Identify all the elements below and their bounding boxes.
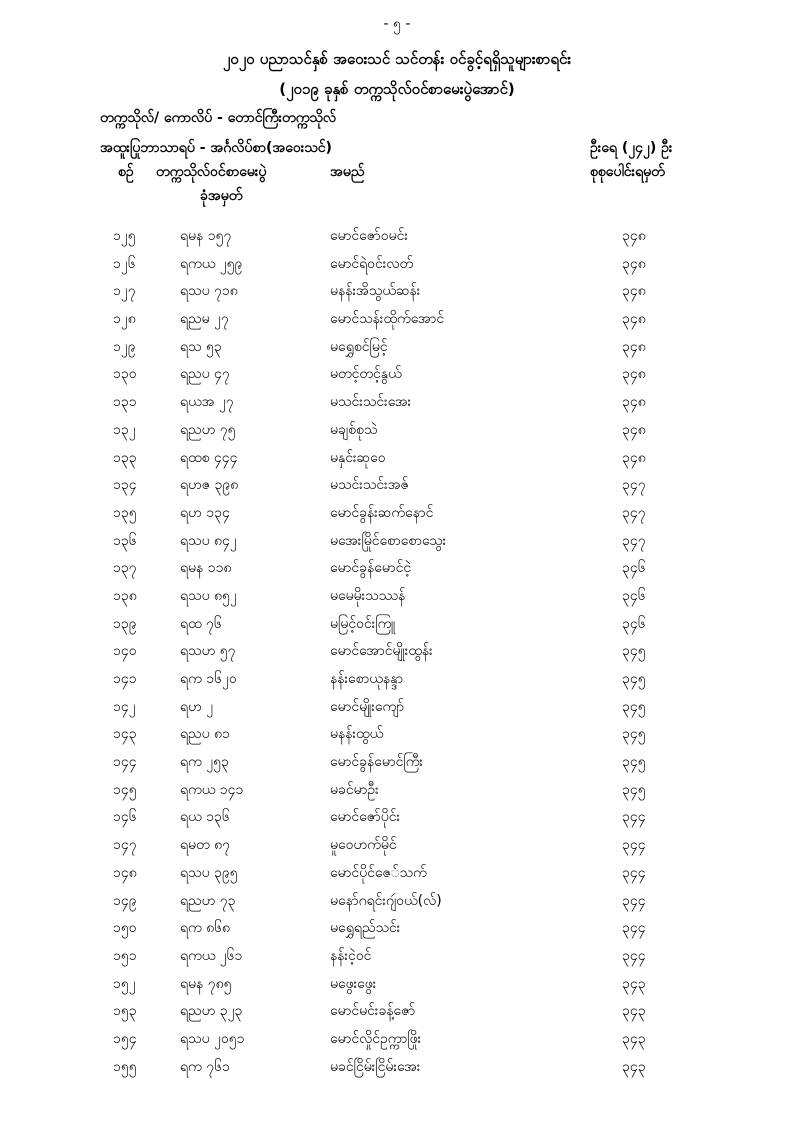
total-mark: ၃၄၃ [622, 1058, 646, 1075]
header-roll-line2: ခုံအမှတ် [200, 188, 243, 204]
row-number: ၁၂၅ [113, 228, 136, 244]
roll-number: ရက ၈၆၈ [180, 920, 231, 937]
row-number: ၁၄၃ [113, 726, 137, 743]
student-name: မောင်မျိုးကျော် [330, 698, 405, 715]
total-mark: ၃၄၃ [622, 1030, 646, 1047]
results-table [0, 222, 794, 1080]
table-row [0, 582, 794, 610]
roll-number: ရကယ ၁၄၁ [180, 781, 244, 798]
header-roll: တက္ကသိုလ်ဝင်စာမေးပွဲ [156, 164, 267, 180]
total-mark: ၃၄၄ [622, 837, 646, 854]
student-name: မရွှေစင်မြင့် [330, 338, 388, 355]
total-mark: ၃၄၈ [622, 449, 646, 466]
row-number: ၁၃၉ [113, 615, 137, 632]
table-row [0, 499, 794, 527]
table-row [0, 887, 794, 915]
row-number: ၁၃၄ [113, 477, 137, 494]
student-name: မနော်ဂရင်းဂျဴဝယ်(လ်) [330, 892, 442, 909]
table-row [0, 527, 794, 555]
student-name: မောင်ခွန်မောင်ငဲ့ [330, 560, 412, 577]
table-row [0, 859, 794, 887]
roll-number: ရသပ ၇၁၈ [180, 283, 238, 300]
row-number: ၁၂၉ [113, 338, 136, 355]
university-line: တက္ကသိုလ်/ ကောလိပ် - တောင်ကြီးတက္ကသိုလ် [100, 110, 337, 126]
total-mark: ၃၄၈ [622, 283, 646, 300]
row-number: ၁၂၇ [113, 283, 136, 300]
total-mark: ၃၄၆ [622, 587, 646, 604]
student-name: မောင်ဇော်ပိုင်း [330, 809, 401, 826]
document-subtitle: (၂၀၁၉ ခုနှစ် တက္ကသိုလ်ဝင်စာမေးပွဲအောင်) [279, 80, 515, 98]
student-name: မောင်အောင်မျိုးထွန်း [330, 643, 433, 660]
total-mark: ၃၄၅ [622, 643, 646, 660]
total-mark: ၃၄၈ [622, 228, 646, 244]
total-mark: ၃၄၄ [622, 947, 646, 964]
student-name: နန်းစောယုနန္ဒာ [330, 671, 404, 687]
row-number: ၁၅၃ [113, 1003, 137, 1020]
total-mark: ၃၄၈ [622, 394, 646, 411]
row-number: ၁၂၈ [113, 311, 136, 328]
student-name: မတင့်တင့်နွယ် [330, 366, 402, 383]
table-row [0, 416, 794, 444]
row-number: ၁၅၂ [113, 975, 136, 992]
student-name: မနန်းအိသွယ်ဆန်း [330, 283, 421, 300]
row-number: ၁၃၀ [113, 366, 137, 383]
student-name: မူဝေဟက်မိုင် [330, 837, 397, 854]
row-number: ၁၄၅ [113, 781, 137, 798]
row-number: ၁၄၀ [113, 643, 137, 660]
table-row [0, 250, 794, 278]
roll-number: ရဟ ၂ [180, 698, 214, 715]
row-number: ၁၂၆ [113, 255, 136, 272]
total-mark: ၃၄၈ [622, 255, 646, 272]
row-number: ၁၄၁ [113, 671, 137, 687]
total-mark: ၃၄၆ [622, 560, 646, 577]
student-name: နန်းငဲ့ဝင် [330, 947, 372, 964]
student-name: မခင်မာဦး [330, 781, 379, 798]
total-mark: ၃၄၅ [622, 726, 646, 743]
student-name: မအေးမြိုင်စောစောသွေး [330, 532, 447, 549]
table-row [0, 665, 794, 693]
roll-number: ရထ ၇၆ [180, 615, 222, 632]
row-number: ၁၃၇ [113, 560, 137, 577]
total-mark: ၃၄၄ [622, 809, 646, 826]
row-number: ၁၄၄ [113, 754, 137, 771]
roll-number: ရသပ ၈၅၂ [180, 587, 237, 604]
roll-number: ရညဟ ၇၃ [180, 892, 236, 909]
roll-number: ရမန ၁၅၇ [180, 228, 232, 244]
total-mark: ၃၄၅ [622, 698, 646, 715]
total-mark: ၃၄၆ [622, 615, 646, 632]
total-mark: ၃၄၅ [622, 781, 646, 798]
row-number: ၁၄၉ [113, 892, 137, 909]
roll-number: ရက ၁၆၂၀ [180, 671, 237, 687]
roll-number: ရညဟ ၃၂၃ [180, 1003, 243, 1020]
table-row [0, 610, 794, 638]
table-row [0, 831, 794, 859]
row-number: ၁၅၅ [113, 1058, 137, 1075]
table-row [0, 776, 794, 804]
roll-number: ရမန ၇၈၅ [180, 975, 232, 992]
roll-number: ရသ ၅၃ [180, 338, 222, 355]
table-row [0, 554, 794, 582]
student-name: မမြင့်ဝင်းကြူ [330, 615, 396, 632]
quota-label: ဦးရေ (၂၄၂) ဦး [590, 140, 673, 156]
student-name: မောင်ရဲဝင်းလတ် [330, 255, 414, 272]
row-number: ၁၃၆ [113, 532, 137, 549]
document-title: ၂၀၂၀ ပညာသင်နှစ် အဝေးသင် သင်တန်း ဝင်ခွင့်ရရှိသူများစာရင်း [222, 50, 572, 68]
roll-number: ရယ ၁၃၆ [180, 809, 230, 826]
table-row [0, 360, 794, 388]
table-row [0, 277, 794, 305]
table-row [0, 305, 794, 333]
table-row [0, 720, 794, 748]
row-number: ၁၄၂ [113, 698, 136, 715]
roll-number: ရဟ ၁၃၄ [180, 504, 230, 521]
student-name: မောင်ဇော်ဝမင်း [330, 228, 408, 244]
roll-number: ရညပ ၈၁ [180, 726, 230, 743]
roll-number: ရကယ ၂၅၉ [180, 255, 243, 272]
table-row [0, 1025, 794, 1053]
row-number: ၁၃၅ [113, 504, 137, 521]
row-number: ၁၅၄ [113, 1030, 137, 1047]
specialization-line: အထူးပြုဘာသာရပ် - အင်္ဂလိပ်စာ(အဝေးသင်) [100, 140, 332, 156]
roll-number: ရသပ ၃၉၅ [180, 864, 238, 881]
page-number: - ၅ - [383, 16, 411, 32]
total-mark: ၃၄၄ [622, 920, 646, 937]
row-number: ၁၄၆ [113, 809, 137, 826]
student-name: မဖွေးဖွေး [330, 975, 377, 992]
roll-number: ရညဟ ၇၅ [180, 421, 236, 438]
table-row [0, 388, 794, 416]
header-name: အမည် [330, 164, 365, 180]
total-mark: ၃၄၃ [622, 1003, 646, 1020]
table-row [0, 693, 794, 721]
total-mark: ၃၄၈ [622, 338, 646, 355]
roll-number: ရသပ ၈၄၂ [180, 532, 237, 549]
student-name: မောင်ခွန်းဆက်နောင် [330, 504, 434, 521]
total-mark: ၃၄၃ [622, 975, 646, 992]
student-name: မောင်လှိုင်ဥက္ကာဖြိုး [330, 1030, 422, 1047]
roll-number: ရက ၇၆၁ [180, 1058, 230, 1075]
roll-number: ရကယ ၂၆၁ [180, 947, 243, 964]
row-number: ၁၃၃ [113, 449, 137, 466]
student-name: မောင်ပိုင်ဇေ်သက် [330, 864, 427, 881]
student-name: မနှင်းဆုဝေ [330, 449, 386, 466]
roll-number: ရသဟ ၅၇ [180, 643, 236, 660]
total-mark: ၃၄၇ [622, 477, 646, 494]
row-number: ၁၄၈ [113, 864, 137, 881]
row-number: ၁၅၀ [113, 920, 137, 937]
roll-number: ရထစ ၄၄၄ [180, 449, 238, 466]
student-name: မနန်းထွယ် [330, 726, 384, 743]
total-mark: ၃၄၄ [622, 892, 646, 909]
row-number: ၁၅၁ [113, 947, 137, 964]
total-mark: ၃၄၇ [622, 532, 646, 549]
table-row [0, 914, 794, 942]
student-name: မမေမိုးသဿန် [330, 587, 406, 604]
roll-number: ရဟဇ ၃၉၈ [180, 477, 239, 494]
header-mark: စုစုပေါင်းရမှတ် [590, 164, 665, 180]
student-name: မောင်ခွန်မောင်ကြီး [330, 754, 423, 771]
student-name: မခင်ငြိမ်းငြိမ်းအေး [330, 1058, 421, 1075]
student-name: မရွှေရည်သင်း [330, 920, 401, 937]
header-no: စဉ် [118, 164, 134, 180]
student-name: မသင်းသင်းအေး [330, 394, 412, 411]
table-row [0, 942, 794, 970]
total-mark: ၃၄၅ [622, 671, 646, 687]
table-row [0, 637, 794, 665]
roll-number: ရမတ ၈၇ [180, 837, 230, 854]
student-name: မသင်းသင်းအဇ် [330, 477, 409, 494]
table-row [0, 471, 794, 499]
total-mark: ၃၄၇ [622, 504, 646, 521]
roll-number: ရသပ ၂၀၅၁ [180, 1030, 245, 1047]
total-mark: ၃၄၈ [622, 311, 646, 328]
roll-number: ရညမ ၂၇ [180, 311, 229, 328]
roll-number: ရညပ ၄၇ [180, 366, 230, 383]
total-mark: ၃၄၈ [622, 421, 646, 438]
table-row [0, 1053, 794, 1081]
student-name: မောင်မင်းခန့်ဇော် [330, 1003, 416, 1020]
table-row [0, 222, 794, 250]
roll-number: ရယအ ၂၇ [180, 394, 234, 411]
table-row [0, 997, 794, 1025]
row-number: ၁၃၈ [113, 587, 137, 604]
table-row [0, 748, 794, 776]
table-row [0, 970, 794, 998]
total-mark: ၃၄၈ [622, 366, 646, 383]
row-number: ၁၃၂ [113, 421, 136, 438]
roll-number: ရက ၂၅၃ [180, 754, 229, 771]
student-name: မချစ်စုသဲ [330, 421, 378, 438]
total-mark: ၃၄၄ [622, 864, 646, 881]
table-row [0, 444, 794, 472]
student-name: မောင်သန်းထိုက်အောင် [330, 311, 445, 328]
roll-number: ရမန ၁၁၈ [180, 560, 232, 577]
table-row [0, 803, 794, 831]
row-number: ၁၄၇ [113, 837, 137, 854]
total-mark: ၃၄၅ [622, 754, 646, 771]
table-row [0, 333, 794, 361]
row-number: ၁၃၁ [113, 394, 137, 411]
